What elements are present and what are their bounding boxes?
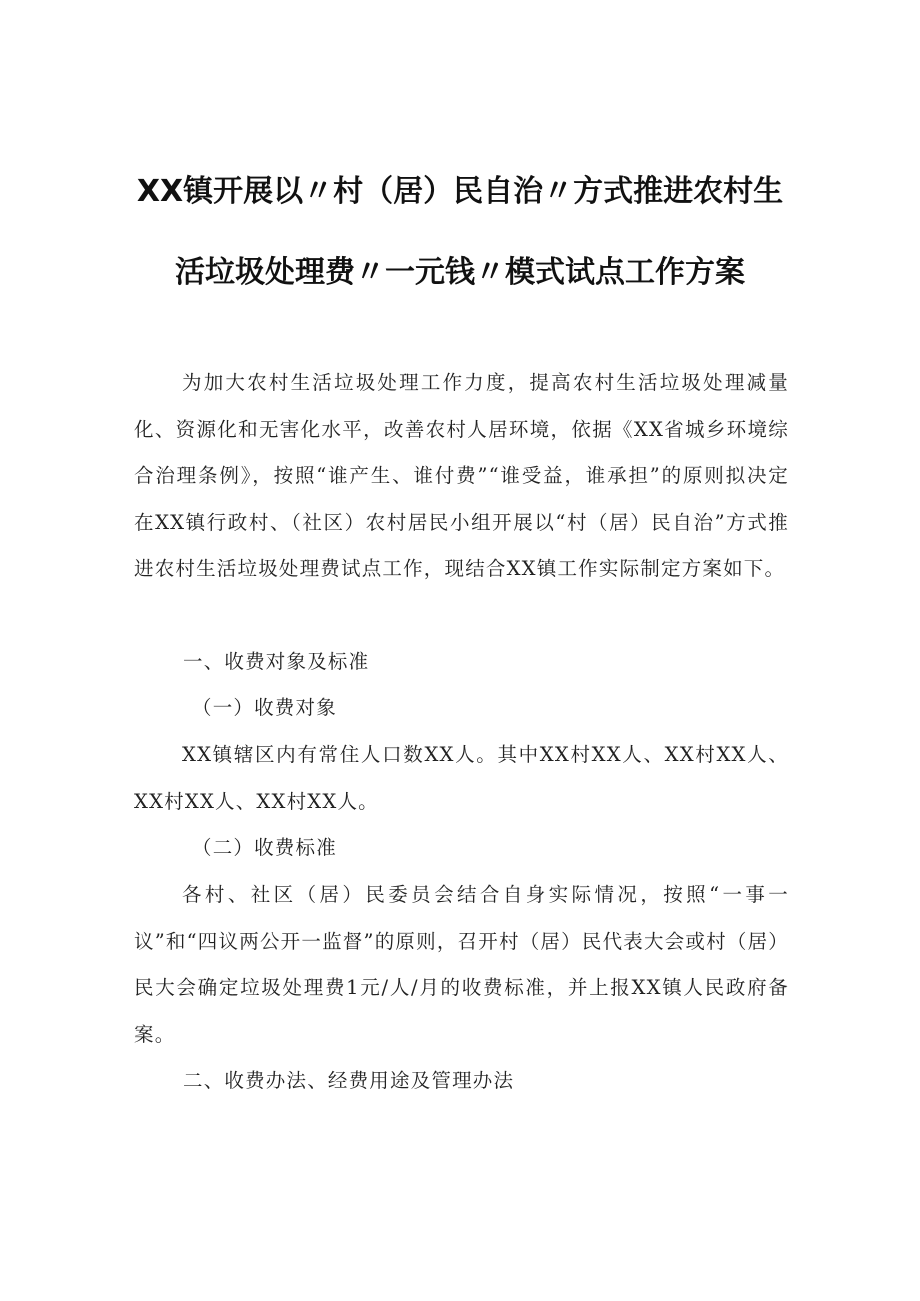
- section-2-heading: 二、收费办法、经费用途及管理办法: [183, 1069, 515, 1092]
- section-1-sub-1-paragraph: XX镇辖区内有常住人口数XX人。其中XX村XX人、XX村XX人、XX村XX人、XX村XX人。: [134, 743, 789, 813]
- intro-paragraph: 为加大农村生活垃圾处理工作力度，提高农村生活垃圾处理减量化、资源化和无害化水平，改善农村人居环境，依据《XX省城乡环境综合治理条例》，按照“谁产生、谁付费”“谁受益，谁承担”的原则拟决定在XX镇行政村、（社区）农村居民小组开展以“村（居）民自治”方式推进农村生活垃圾处理费试点工作，现结合XX镇工作实际制定方案如下。: [134, 371, 789, 580]
- document-title-line-2: 活垃圾处理费〃一元钱〃模式试点工作方案: [175, 255, 745, 290]
- section-1-heading: 一、收费对象及标准: [183, 650, 370, 673]
- section-1-subheading-2: （二）收费标准: [192, 836, 337, 859]
- section-1-subheading-1: （一）收费对象: [192, 696, 337, 719]
- document-title-line-1: XX镇开展以〃村（居）民自治〃方式推进农村生: [136, 174, 784, 209]
- section-1-sub-2-paragraph: 各村、社区（居）民委员会结合自身实际情况，按照“一事一议”和“四议两公开一监督”的原则，召开村（居）民代表大会或村（居）民大会确定垃圾处理费1元/人/月的收费标准，并上报XX镇人民政府备案。: [134, 883, 789, 1046]
